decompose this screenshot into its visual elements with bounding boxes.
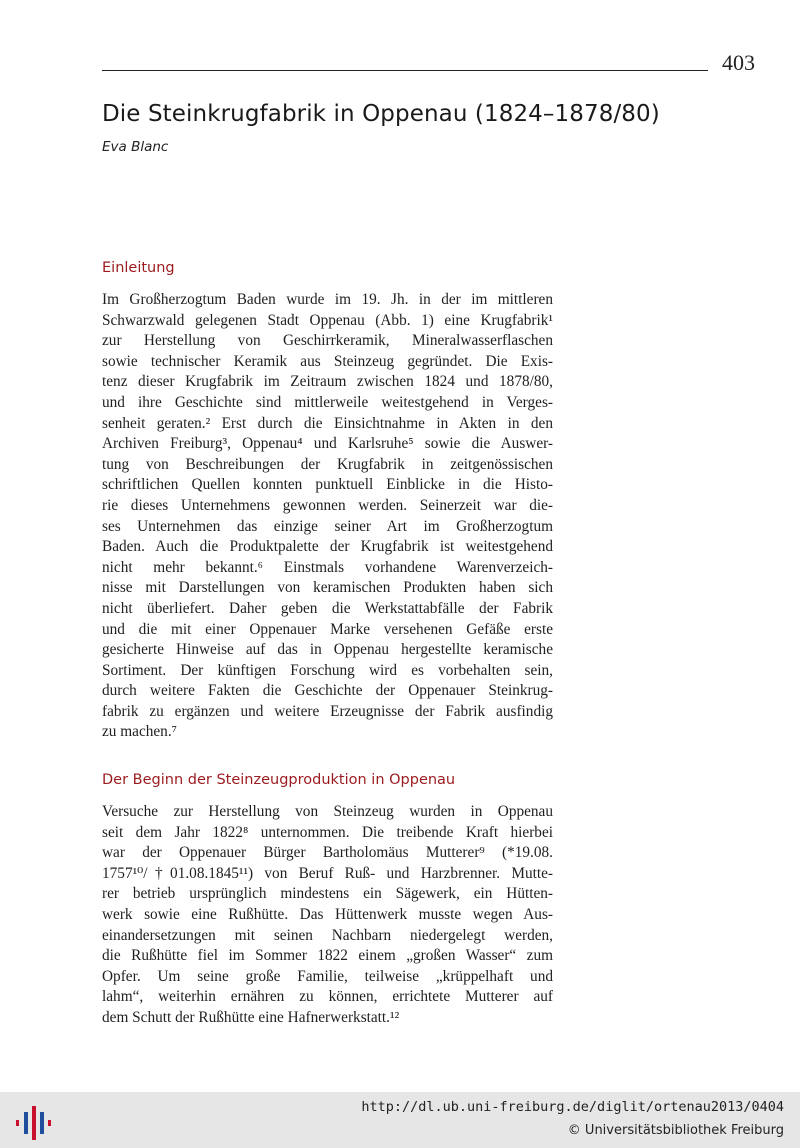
article-title: Die Steinkrugfabrik in Oppenau (1824–1878/80) xyxy=(102,101,660,127)
text-line: lahm“, weiterhin ernähren zu können, errichtete Mutterer auf xyxy=(102,988,553,1006)
text-line: und die mit einer Oppenauer Marke versehenen Gefäße erste xyxy=(102,620,553,638)
text-line: Versuche zur Herstellung von Steinzeug wurden in Oppenau xyxy=(102,803,553,820)
library-logo-icon xyxy=(14,1100,54,1140)
text-line: rie dieses Unternehmens gewonnen werden. Seinerzeit war die- xyxy=(102,496,553,514)
text-line: werk sowie eine Rußhütte. Das Hüttenwerk musste wegen Aus- xyxy=(102,905,553,923)
text-line: zu machen.⁷ xyxy=(102,723,177,741)
text-line: nicht mehr bekannt.⁶ Einstmals vorhandene Warenverzeich- xyxy=(102,558,553,576)
text-line: die Rußhütte fiel im Sommer 1822 einem „großen Wasser“ zum xyxy=(102,947,553,965)
text-line: war der Oppenauer Bürger Bartholomäus Mutterer⁹ (*19.08. xyxy=(102,844,553,862)
text-line: tung von Beschreibungen der Krugfabrik in zeitgenössischen xyxy=(102,455,553,473)
text-line: zur Herstellung von Geschirrkeramik, Mineralwasserflaschen xyxy=(102,332,553,350)
footer-url-link[interactable]: http://dl.ub.uni-freiburg.de/diglit/ortenau2013/0404 xyxy=(361,1099,784,1115)
page-number: 403 xyxy=(722,50,755,75)
text-line: durch weitere Fakten die Geschichte der Oppenauer Steinkrug- xyxy=(102,682,553,700)
text-line: fabrik zu ergänzen und weitere Erzeugnisse der Fabrik ausfindig xyxy=(102,702,553,720)
text-line: und ihre Geschichte sind mittlerweile weitestgehend in Verges- xyxy=(102,393,553,411)
text-line: Baden. Auch die Produktpalette der Krugfabrik ist weitestgehend xyxy=(102,538,553,556)
text-line: dem Schutt der Rußhütte eine Hafnerwerkstatt.¹² xyxy=(102,1008,400,1026)
text-line: Sortiment. Der künftigen Forschung wird es vorbehalten sein, xyxy=(102,661,553,679)
text-line: senheit geraten.² Erst durch die Einsichtnahme in Akten in den xyxy=(102,414,553,432)
text-line: nisse mit Darstellungen von keramischen Produkten haben sich xyxy=(102,579,553,597)
text-line: sowie technischer Keramik aus Steinzeug gegründet. Die Exis- xyxy=(102,352,553,370)
text-line: seit dem Jahr 1822⁸ unternommen. Die treibende Kraft hierbei xyxy=(102,823,553,841)
text-line: Schwarzwald gelegenen Stadt Oppenau (Abb. 1) eine Krugfabrik¹ xyxy=(102,311,553,329)
text-line: 1757¹⁰/†01.08.1845¹¹) von Beruf Ruß- und Harzbrenner. Mutte- xyxy=(102,864,553,882)
footer-copyright: © Universitätsbibliothek Freiburg xyxy=(567,1123,784,1138)
text-line: tenz dieser Krugfabrik im Zeitraum zwischen 1824 und 1878/80, xyxy=(102,373,553,391)
section-heading-einleitung: Einleitung xyxy=(102,260,175,276)
text-line: schriftlichen Quellen konnten punktuell Einblicke in die Histo- xyxy=(102,476,553,494)
section-body-einleitung xyxy=(102,290,553,743)
text-line: Archiven Freiburg³, Oppenau⁴ und Karlsruhe⁵ sowie die Auswer- xyxy=(102,435,553,453)
text-line: einandersetzungen mit seinen Nachbarn niedergelegt werden, xyxy=(102,926,553,944)
section-body-beginn xyxy=(102,802,553,1029)
text-line: gesicherte Hinweise auf das in Oppenau hergestellte keramische xyxy=(102,641,553,659)
header-rule xyxy=(102,70,708,71)
footer-bar xyxy=(0,1092,800,1148)
text-line: nicht überliefert. Daher geben die Werkstattabfälle der Fabrik xyxy=(102,599,553,617)
text-line: Im Großherzogtum Baden wurde im 19. Jh. in der im mittleren xyxy=(102,291,553,308)
article-author: Eva Blanc xyxy=(102,139,169,155)
text-line: Opfer. Um seine große Familie, teilweise „krüppelhaft und xyxy=(102,967,553,985)
section-heading-beginn: Der Beginn der Steinzeugproduktion in Oppenau xyxy=(102,772,456,788)
text-line: ses Unternehmen das einzige seiner Art im Großherzogtum xyxy=(102,517,553,535)
text-line: rer betrieb ursprünglich mindestens ein Sägewerk, ein Hütten- xyxy=(102,885,553,903)
